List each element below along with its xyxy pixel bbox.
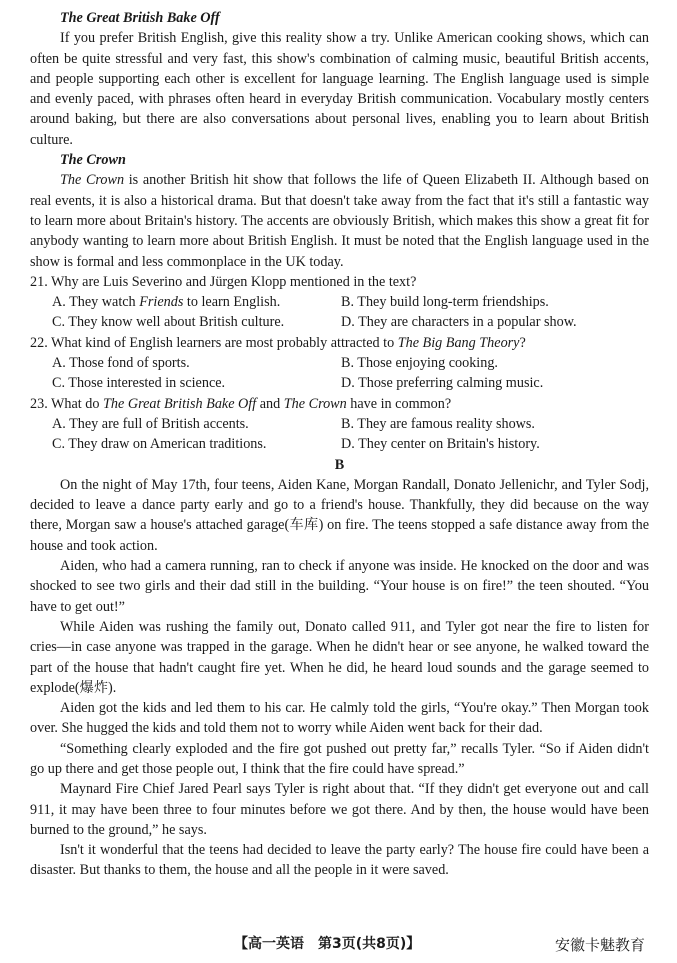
footer-page-info: 【高一英语 第3页(共8页)】 — [234, 936, 421, 952]
crown-paragraph — [30, 170, 649, 271]
question-21-stem: 21. Why are Luis Severino and Jürgen Klopp mentioned in the text? — [30, 273, 417, 290]
passage-b-paragraph: While Aiden was rushing the family out, Donato called 911, and Tyler got near the fire to listen for cries—in case anyone was trapped in the garage. When he didn't hear or see anyone, he walked toward the part of the house that hadn't caught fire yet. When he did, he heard loud sounds and the garage seemed to explode(爆炸). — [30, 618, 649, 696]
question-23-options — [30, 414, 649, 455]
q21-option-d[interactable]: D. They are characters in a popular show. — [341, 314, 577, 331]
q23-option-d[interactable]: D. They center on Britain's history. — [341, 436, 540, 453]
q21-option-b[interactable]: B. They build long-term friendships. — [341, 294, 549, 311]
question-21-options — [30, 292, 649, 333]
q22-option-a[interactable]: A. Those fond of sports. — [52, 355, 190, 372]
passage-b-paragraph: Maynard Fire Chief Jared Pearl says Tyler is right about that. “If they didn't get everyone out and call 911, it may have been three to four minutes before we got there. And by then, the house would have been burned to the ground,” he says. — [30, 781, 649, 838]
q22-option-c[interactable]: C. Those interested in science. — [52, 375, 226, 392]
question-22-stem: 22. What kind of English learners are most probably attracted to The Big Bang Theory? — [30, 334, 526, 351]
passage-b-paragraph: On the night of May 17th, four teens, Aiden Kane, Morgan Randall, Donato Jellenichr, and Tyler Sodj, decided to leave a dance party early and go to a friend's house. Thankfully, they did because on the way there, Morgan saw a house's attached garage(车库) on fire. The teens stopped a safe distance away from the house and took action. — [30, 476, 649, 554]
crown-show-name: The Crown — [60, 172, 125, 189]
section-title-bake-off: The Great British Bake Off — [60, 10, 220, 26]
passage-b-paragraph: Aiden got the kids and led them to his car. He calmly told the girls, “You're okay.” Then Morgan took over. She hugged the kids and told them not to worry while Aiden went back for their dad. — [30, 700, 649, 737]
question-22-options — [30, 353, 649, 394]
passage-b-label: B — [334, 456, 345, 473]
footer-publisher: 安徽卡魅教育 — [554, 936, 645, 954]
q21-option-c[interactable]: C. They know well about British culture. — [52, 314, 285, 331]
passage-b-paragraph: Isn't it wonderful that the teens had decided to leave the party early? The house fire could have been a disaster. But thanks to them, the house and all the people in it were saved. — [30, 842, 649, 879]
q23-option-a[interactable]: A. They are full of British accents. — [52, 415, 249, 432]
page-footer — [0, 934, 677, 958]
q23-option-c[interactable]: C. They draw on American traditions. — [52, 436, 267, 453]
q21-option-a[interactable]: A. They watch Friends to learn English. — [52, 294, 281, 311]
q22-option-d[interactable]: D. Those preferring calming music. — [341, 375, 544, 392]
crown-paragraph-text: is another British hit show that follows the life of Queen Elizabeth II. Although based on real events, it is also a historical drama. But that doesn't take away from the fact that it's still a fantastic way to learn more about Britain's history. The accents are obviously British, which makes this show a great fit for anybody wanting to learn more about British English. It must be noted that the English language used in the show is formal and less commonplace in the UK today. — [30, 172, 650, 270]
section-title-crown: The Crown — [60, 152, 126, 169]
q22-option-b[interactable]: B. Those enjoying cooking. — [341, 355, 498, 372]
bake-off-paragraph: If you prefer British English, give this reality show a try. Unlike American cooking shows, which can often be quite stressful and very fast, this show's combination of calming music, beautiful British accents, and people supporting each other is excellent for language learning. The English language used is simple and evenly paced, with phrases often heard in everyday British communication. Vocabulary mostly centers around baking, but there are also conversations about personal lives, enabling you to learn about British culture. — [30, 30, 649, 148]
question-23-stem: 23. What do The Great British Bake Off and The Crown have in common? — [30, 395, 452, 412]
passage-b-paragraph: “Something clearly exploded and the fire got pushed out pretty far,” recalls Tyler. “So if Aiden didn't go up there and get those people out, I think that the fire could have spread.” — [30, 740, 649, 777]
passage-b-paragraph: Aiden, who had a camera running, ran to check if anyone was inside. He knocked on the door and was shocked to see two girls and their dad still in the building. “Your house is on fire!” the teen shouted. “You have to get out!” — [30, 558, 649, 615]
q23-option-b[interactable]: B. They are famous reality shows. — [341, 415, 535, 432]
